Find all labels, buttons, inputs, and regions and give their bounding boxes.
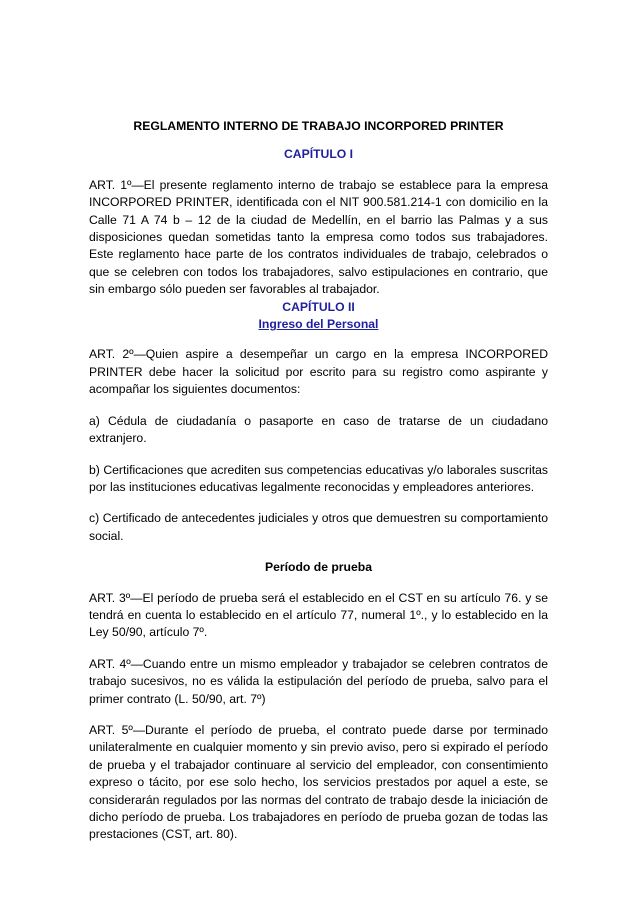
article-2-item-c: c) Certificado de antecedentes judiciales y otros que demuestren su comportamiento social. [89, 511, 548, 543]
article-1: ART. 1º—El presente reglamento interno de trabajo se establece para la empresa INCORPORED PRINTER, identificada con el NIT 900.581.214-1 con domicilio en la Calle 71 A 74 b – 12 de la ciudad de Medellín, en el barrio las Palmas y a sus disposiciones quedan sometidas tanto la empresa como todos sus trabajadores. Este reglamento hace parte de los contratos individuales de trabajo, celebrados o que se celebren con todos los trabajadores, salvo estipulaciones en contrario, que sin embargo sólo pueden ser favorables al trabajador. [89, 177, 548, 297]
document-page [89, 118, 548, 844]
article-2-item-b: b) Certificaciones que acrediten sus competencias educativas y/o laborales suscritas por las instituciones educativas legalmente reconocidas y empleadores anteriores. [89, 462, 548, 494]
chapter-1-heading: CAPÍTULO I [283, 147, 354, 162]
article-3: ART. 3º—El período de prueba será el establecido en el CST en su artículo 76. y se tendrá en cuenta lo establecido en el artículo 77, numeral 1º., y lo establecido en la Ley 50/90, artículo 7º. [89, 590, 548, 640]
article-5: ART. 5º—Durante el período de prueba, el contrato puede darse por terminado unilateralmente en cualquier momento y sin previo aviso, pero si expirado el período de prueba y el trabajador continuare al servicio del empleador, con consentimiento expreso o tácito, por ese solo hecho, los servicios prestados por aquel a este, se considerarán regulados por las normas del contrato de trabajo desde la iniciación de dicho período de prueba. Los trabajadores en período de prueba gozan de todas las prestaciones (CST, art. 80). [89, 722, 548, 842]
chapter-2-heading: CAPÍTULO II [282, 299, 355, 314]
document-title: REGLAMENTO INTERNO DE TRABAJO INCORPORED PRINTER [133, 119, 504, 133]
article-4: ART. 4º—Cuando entre un mismo empleador y trabajador se celebren contratos de trabajo sucesivos, no es válida la estipulación del período de prueba, salvo para el primer contrato (L. 50/90, art. 7º) [89, 656, 548, 706]
article-2-item-a: a) Cédula de ciudadanía o pasaporte en caso de tratarse de un ciudadano extranjero. [89, 413, 548, 446]
chapter-2-subheading: Ingreso del Personal [258, 317, 379, 332]
probation-heading: Período de prueba [265, 560, 372, 575]
article-2: ART. 2º—Quien aspire a desempeñar un cargo en la empresa INCORPORED PRINTER debe hacer la solicitud por escrito para su registro como aspirante y acompañar los siguientes documentos: [89, 347, 548, 397]
